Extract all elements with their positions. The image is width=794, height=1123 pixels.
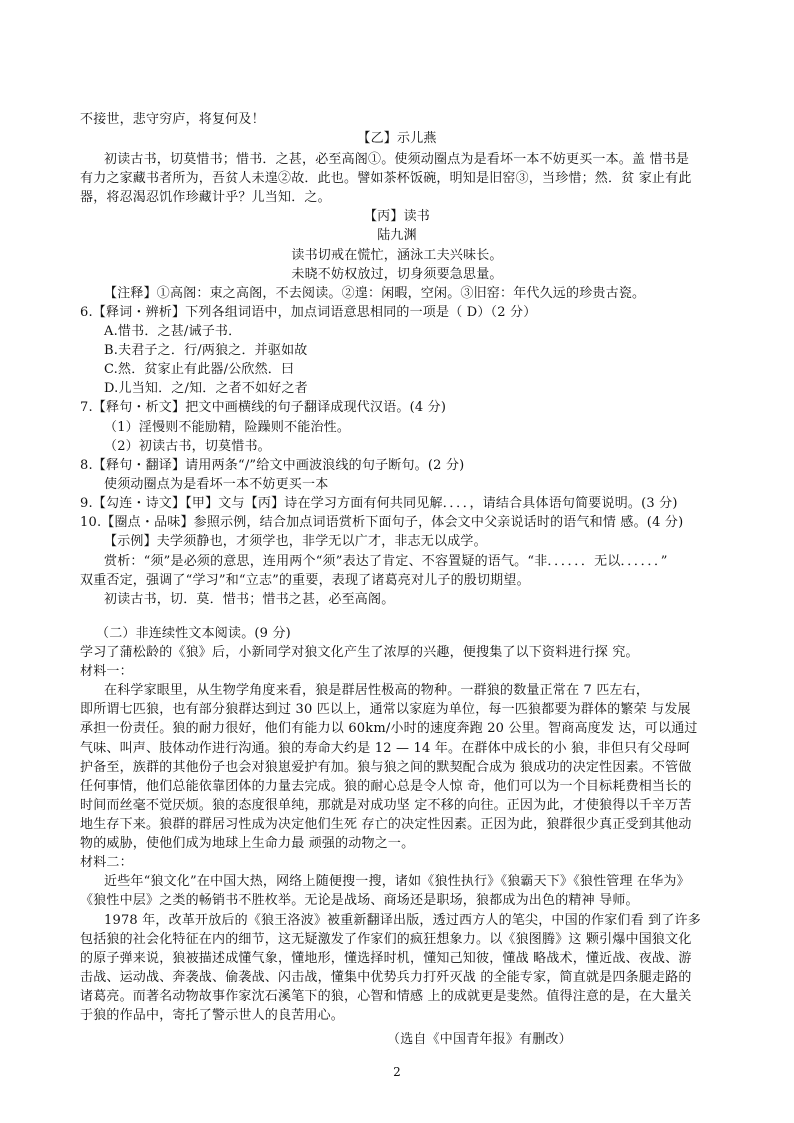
text-line: 初读古书，切．莫．惜书；惜书之甚，必至高阁。	[104, 592, 395, 607]
text-line: 地生存下来。狼群的群居习性成为决定他们生死 存亡的决定性因素。正因为此，狼群很少真正受到其他动	[80, 817, 692, 832]
text-line: 气味、叫声、肢体动作进行沟通。狼的寿命大约是 12 — 14 年。在群体中成长的小 狼，非但只有父母呵	[80, 741, 690, 756]
section-heading-nonlinear: （二）非连续性文本阅读。(9 分)	[96, 626, 291, 641]
poem-line: 读书切戒在慌忙，涵泳工夫兴味长。	[291, 248, 503, 263]
text-line: 任何事情，他们总能依靠团体的力量去完成。狼的耐心总是令人惊 奇，他们可以为一个目标耗费相当长的	[80, 779, 692, 794]
example-line: 【示例】夫学须静也，才须学也，非学无以广才，非志无以成学。	[104, 534, 487, 549]
option-a: A.惜书．之甚/诫子书．	[104, 324, 242, 339]
text-line: 包括狼的社会化特征在内的细节，这无疑激发了作家们的疯狂想象力。以《狼图腾》这 颗引爆中国狼文化	[80, 932, 692, 947]
text-line: 承担一份责任。狼的耐力很好，他们有能力以 60km/小时的速度奔跑 20 公里。智商高度发 达，可以通过	[80, 721, 698, 736]
section-heading-yi: 【乙】示儿燕	[357, 131, 437, 146]
page-number: 2	[393, 1065, 401, 1079]
text-line: 近些年“狼文化”在中国大热，网络上随便搜一搜，诸如《狼性执行》《狼霸天下》《狼性管理 在华为》	[104, 874, 690, 889]
text-line: 学习了蒲松龄的《狼》后，小新同学对狼文化产生了浓厚的兴趣，便搜集了以下资料进行探 究。	[80, 645, 639, 660]
question-10: 10.【圈点・品味】参照示例，结合加点词语赏析下面句子，体会文中父亲说话时的语气和情 感。(4 分)	[80, 515, 684, 530]
text-line: 不接世，悲守穷庐，将复何及！	[80, 112, 265, 127]
text-line: 初读古书，切莫惜书；惜书．之甚，必至高阁①。使须动圈点为是看坏一本不妨更买一本。盖 惜书是	[104, 152, 690, 167]
text-line: 《狼性中层》之类的畅销书不胜枚举。无论是战场、商场还是职场，狼都成为出色的精神 导师。	[80, 893, 639, 908]
option-b: B.夫君子之．行/两狼之．并驱如故	[104, 343, 308, 358]
question-9: 9.【勾连・诗文】【甲】文与【丙】诗在学习方面有何共同见解．．．．，请结合具体语句简要说明。(3 分)	[80, 496, 678, 511]
poem-author: 陆九渊	[377, 228, 417, 243]
question-7: 7.【释句・析文】把文中画横线的句子翻译成现代汉语。(4 分)	[80, 400, 447, 415]
text-line: 使须动圈点为是看坏一本不妨更买一本	[104, 477, 329, 492]
section-heading-bing: 【丙】读书	[363, 209, 430, 224]
text-line: 击战、运动战、奔袭战、偷袭战、闪击战，懂集中优势兵力打歼灭战 的全能专家，简直就是四条腿走路的	[80, 970, 692, 985]
sub-question: （1）淫慢则不能励精，险躁则不能治性。	[104, 420, 351, 435]
text-line: 的原子弹来说，狼被描述成懂气象，懂地形，懂选择时机，懂知己知彼，懂战 略战术，懂近战、夜战、游	[80, 951, 692, 966]
text-line: 即所谓七匹狼，也有部分狼群达到过 30 匹以上，通常以家庭为单位，每一匹狼都要为群体的繁荣 与发展	[80, 702, 691, 717]
text-line: 诸葛亮。而著名动物故事作家沈石溪笔下的狼，心智和情感 上的成就更是斐然。值得注意的是，在大量关	[80, 989, 692, 1004]
text-line: 器，将忍渴忍饥作珍藏计乎？儿当知．之。	[80, 190, 331, 205]
text-line: 双重否定，强调了“学习”和“立志”的重要，表现了诸葛亮对儿子的殷切期望。	[80, 573, 530, 588]
source-citation: （选自《中国青年报》有删改）	[387, 1032, 572, 1047]
question-6: 6.【释词・辨析】下列各组词语中，加点词语意思相同的一项是（ D）（2 分）	[80, 305, 537, 320]
text-line: 在科学家眼里，从生物学角度来看，狼是群居性极高的物种。一群狼的数量正常在 7 匹左右，	[104, 683, 650, 698]
text-line: 赏析：“须”是必须的意思，连用两个“须”表达了肯定、不容置疑的语气。“非．．．．．．无以．．．．．．”	[104, 554, 668, 569]
material-label: 材料一：	[80, 664, 133, 679]
text-line: 物的威胁，使他们成为地球上生命力最 顽强的动物之一。	[80, 836, 415, 851]
question-8: 8.【释句・翻译】请用两条“/”给文中画波浪线的句子断句。(2 分)	[80, 458, 465, 473]
option-c: C.然．贫家止有此器/公欣然．曰	[104, 362, 295, 377]
text-line: 护备至，族群的其他份子也会对狼崽爱护有加。狼与狼之间的默契配合成为 狼成功的决定性因素。不管做	[80, 760, 692, 775]
poem-line: 未晓不妨权放过，切身须要急思量。	[291, 267, 503, 282]
text-line: 1978 年，改革开放后的《狼王洛波》被重新翻译出版，透过西方人的笔尖，中国的作家们看 到了许多	[104, 913, 701, 928]
annotation-line: 【注释】①高阁：束之高阁，不去阅读。②遑：闲暇，空闲。③旧窑：年代久远的珍贵古瓷。	[104, 286, 646, 301]
text-line: 时间而丝毫不觉厌烦。狼的态度很单纯，那就是对成功坚 定不移的向往。正因为此，才使狼得以千辛万苦	[80, 798, 692, 813]
material-label: 材料二：	[80, 855, 133, 870]
option-d: D.儿当知．之/知．之者不如好之者	[104, 381, 308, 396]
text-line: 有力之家藏书者所为，吾贫人未遑②故．此也。譬如茶杯饭碗，明知是旧窑③，当珍惜；然．贫 家止有此	[80, 171, 692, 186]
text-line: 于狼的作品中，寄托了警示世人的良苦用心。	[80, 1008, 345, 1023]
sub-question: （2）初读古书，切莫惜书。	[104, 439, 271, 454]
